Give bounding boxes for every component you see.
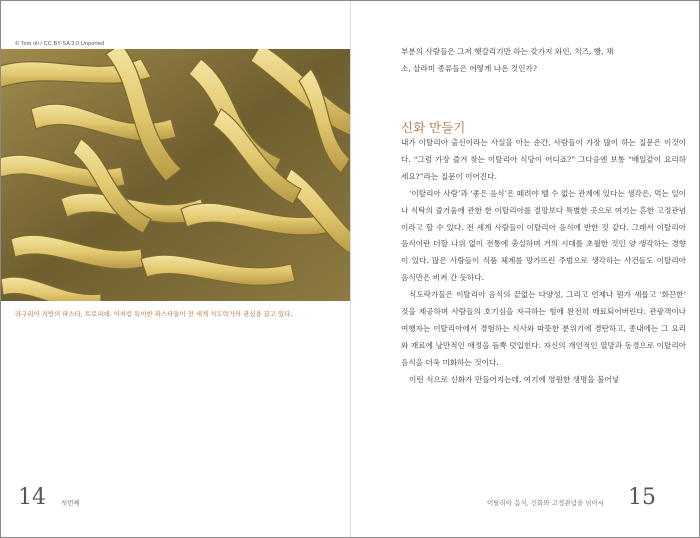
photo-credit: © Tom oli / CC BY-SA 3.0 Unported [15, 41, 105, 47]
trofie-pasta-photo [1, 49, 350, 301]
running-head-left: 첫번째 [61, 499, 80, 507]
body-text [401, 135, 686, 389]
page-gutter [350, 1, 351, 537]
page-number-left: 14 [18, 485, 46, 510]
running-head-right: 이탈리아 음식, 신화와 고정관념을 넘어서 [487, 499, 605, 507]
intro-line: 부분의 사람들은 그저 햇갈리기만 하는 갖가지 와인, 치즈, 빵, 채 [401, 47, 614, 56]
intro-text [401, 44, 686, 77]
page-number-right: 15 [628, 485, 656, 510]
photo-caption: 라구리아 지방의 파스타, 트로피에. 이처럼 특이한 파스타들이 전 세계 식도락가의 관심을 끌고 있다. [15, 310, 293, 318]
body-paragraph: 이런 식으로 신화가 만들어지는데, 여기에 영원한 생명을 불어넣 [409, 374, 620, 384]
body-paragraph: ‘이탈리아 사람’과 ‘좋은 음식’은 떼려야 뗄 수 없는 관계에 있다는 생각은, 먹는 일이나 식탁의 즐거움에 관한 한 이탈리아를 절망보다 특별한 곳으로 여기는 흔한 고정관념이라고 할 수 있다. 전 세계 사람들이 이탈리아 음식에 반한 것 같다. 그래서 이탈리아 음식이란 더할 나위 없이 전통에 충실하며 거의 시대를 초월한 것인 양 생각하는 경향이 있다. 많은 사람들이 식품 체계를 망가뜨린 주범으로 생각하는 사건들도 이탈리아 음식만은 비켜 간 듯하다. [401, 188, 686, 283]
intro-line: 소, 살라미 종류들은 어떻게 나온 것인가? [401, 63, 537, 73]
body-paragraph: 내가 이탈리아 출신이라는 사실을 아는 순간, 사람들이 가장 많이 하는 질문은 이것이다. “그럼 가장 즐겨 찾는 이탈리아 식당이 어디죠?” 그다음엔 보통 “배일같이 요리하세요?”라는 질문이 이어진다. [401, 138, 686, 181]
body-paragraph: 식도락가들은 이탈리아 음식의 끝없는 다양성, 그리고 언제나 뭔가 새롭고 ‘화끈한’ 것을 제공하며 사람들의 호기심을 자극하는 힘에 완전히 매료되어버린다. 관광객이나 여행자는 이탈리아에서 경험하는 식사와 따뜻한 분위기에 경탄하고, 종내에는 그 요리와 재료에 낭만적인 애정을 듬뿍 덧입힌다. 자신의 개인적인 열망과 동경으로 이탈리아 음식을 더욱 미화하는 것이다. [401, 290, 686, 367]
section-heading: 신화 만들기 [401, 120, 466, 135]
